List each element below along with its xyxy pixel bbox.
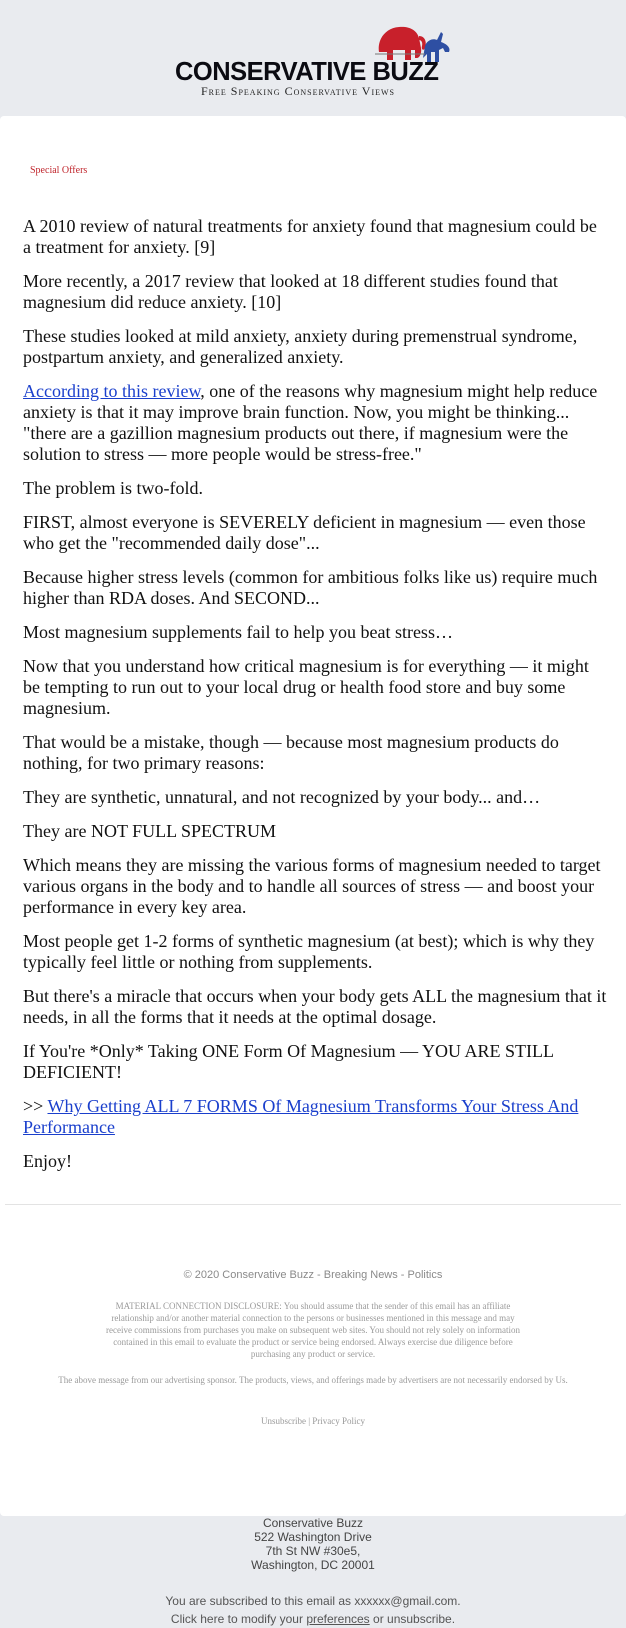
paragraph-1: A 2010 review of natural treatments for anxiety found that magnesium could be a treatment for anxiety. [9] bbox=[23, 216, 597, 257]
email-header bbox=[0, 0, 626, 116]
address-line-2: 7th St NW #30e5, bbox=[265, 1544, 361, 1558]
closing: Enjoy! bbox=[23, 1151, 72, 1171]
subscription-prefix: Click here to modify your bbox=[170, 1612, 307, 1626]
paragraph-4 bbox=[23, 381, 607, 465]
article-content bbox=[23, 216, 607, 1185]
address-line-3: Washington, DC 20001 bbox=[251, 1558, 375, 1572]
subscription-line-2 bbox=[0, 1610, 626, 1628]
material-disclosure: MATERIAL CONNECTION DISCLOSURE: You should assume that the sender of this email has an affiliate relationship and/or another material connection to the persons or businesses mentioned in this message and may receive commissions from purchases you make on subsequent web sites. You should not rely solely on information contained in this email to evaluate the product or service being endorsed. Always exercise due diligence before purchasing any product or service. bbox=[106, 1301, 520, 1359]
unsubscribe-link[interactable]: Unsubscribe bbox=[260, 1416, 306, 1426]
copyright: © 2020 Conservative Buzz - Breaking News - Politics bbox=[183, 1269, 443, 1281]
paragraph-16: If You're *Only* Taking ONE Form Of Magnesium — YOU ARE STILL DEFICIENT! bbox=[23, 1041, 554, 1082]
paragraph-2: More recently, a 2017 review that looked at 18 different studies found that magnesium did reduce anxiety. [10] bbox=[23, 271, 558, 312]
paragraph-4-text: , one of the reasons why magnesium might help reduce anxiety is that it may improve brain function. Now, you might be thinking... "there are a gazillion magnesium products out there, if magnesium were the solution to stress — more people would be stress-free." bbox=[23, 381, 598, 464]
address-name: Conservative Buzz bbox=[262, 1516, 364, 1530]
paragraph-15: But there's a miracle that occurs when your body gets ALL the magnesium that it needs, in all the forms that it needs at the optimal dosage. bbox=[23, 986, 607, 1027]
footer-divider bbox=[5, 1204, 621, 1205]
reason-2: They are NOT FULL SPECTRUM bbox=[23, 821, 276, 841]
sponsor-note: The above message from our advertising sponsor. The products, views, and offerings made by advertisers are not necessarily endorsed by Us. bbox=[58, 1375, 568, 1385]
paragraph-13: Which means they are missing the various forms of magnesium needed to target various organs in the body and to handle all sources of stress — and boost your performance in every key area. bbox=[23, 855, 601, 917]
paragraph-14: Most people get 1-2 forms of synthetic magnesium (at best); which is why they typically feel little or nothing from supplements. bbox=[23, 931, 595, 972]
cta-prefix: >> bbox=[23, 1096, 48, 1116]
paragraph-5: The problem is two-fold. bbox=[23, 478, 203, 498]
paragraph-10: That would be a mistake, though — because most magnesium products do nothing, for two primary reasons: bbox=[23, 732, 559, 773]
subscription-suffix: or unsubscribe. bbox=[369, 1612, 456, 1626]
subscription-notice bbox=[0, 1592, 626, 1628]
subscription-line-1: You are subscribed to this email as xxxxxx@gmail.com. bbox=[165, 1594, 461, 1608]
brand-tagline: Free Speaking Conservative Views bbox=[201, 84, 396, 98]
review-link[interactable]: According to this review bbox=[23, 381, 201, 401]
cta-paragraph bbox=[23, 1096, 607, 1138]
paragraph-8: Most magnesium supplements fail to help you beat stress… bbox=[23, 622, 453, 642]
paragraph-3: These studies looked at mild anxiety, anxiety during premenstrual syndrome, postpartum anxiety, and generalized anxiety. bbox=[23, 326, 578, 367]
paragraph-6: FIRST, almost everyone is SEVERELY deficient in magnesium — even those who get the "recommended daily dose"... bbox=[23, 512, 586, 553]
link-separator: | bbox=[305, 1416, 313, 1426]
preferences-link[interactable]: preferences bbox=[306, 1612, 370, 1626]
paragraph-9: Now that you understand how critical magnesium is for everything — it might be tempting to run out to your local drug or health food store and buy some magnesium. bbox=[23, 656, 589, 718]
postal-address bbox=[0, 1516, 626, 1572]
brand-name: CONSERVATIVE BUZZ bbox=[175, 56, 439, 86]
paragraph-7: Because higher stress levels (common for ambitious folks like us) require much higher than RDA doses. And SECOND... bbox=[23, 567, 598, 608]
footer-links bbox=[0, 1416, 626, 1426]
special-offers-label: Special Offers bbox=[30, 165, 88, 176]
privacy-policy-link[interactable]: Privacy Policy bbox=[312, 1416, 366, 1426]
cta-link[interactable]: Why Getting ALL 7 FORMS Of Magnesium Transforms Your Stress And Performance bbox=[23, 1096, 579, 1137]
brand-logo[interactable] bbox=[175, 18, 455, 100]
address-line-1: 522 Washington Drive bbox=[254, 1530, 372, 1544]
reason-1: They are synthetic, unnatural, and not recognized by your body... and… bbox=[23, 787, 541, 807]
email-body-card bbox=[0, 116, 626, 1516]
